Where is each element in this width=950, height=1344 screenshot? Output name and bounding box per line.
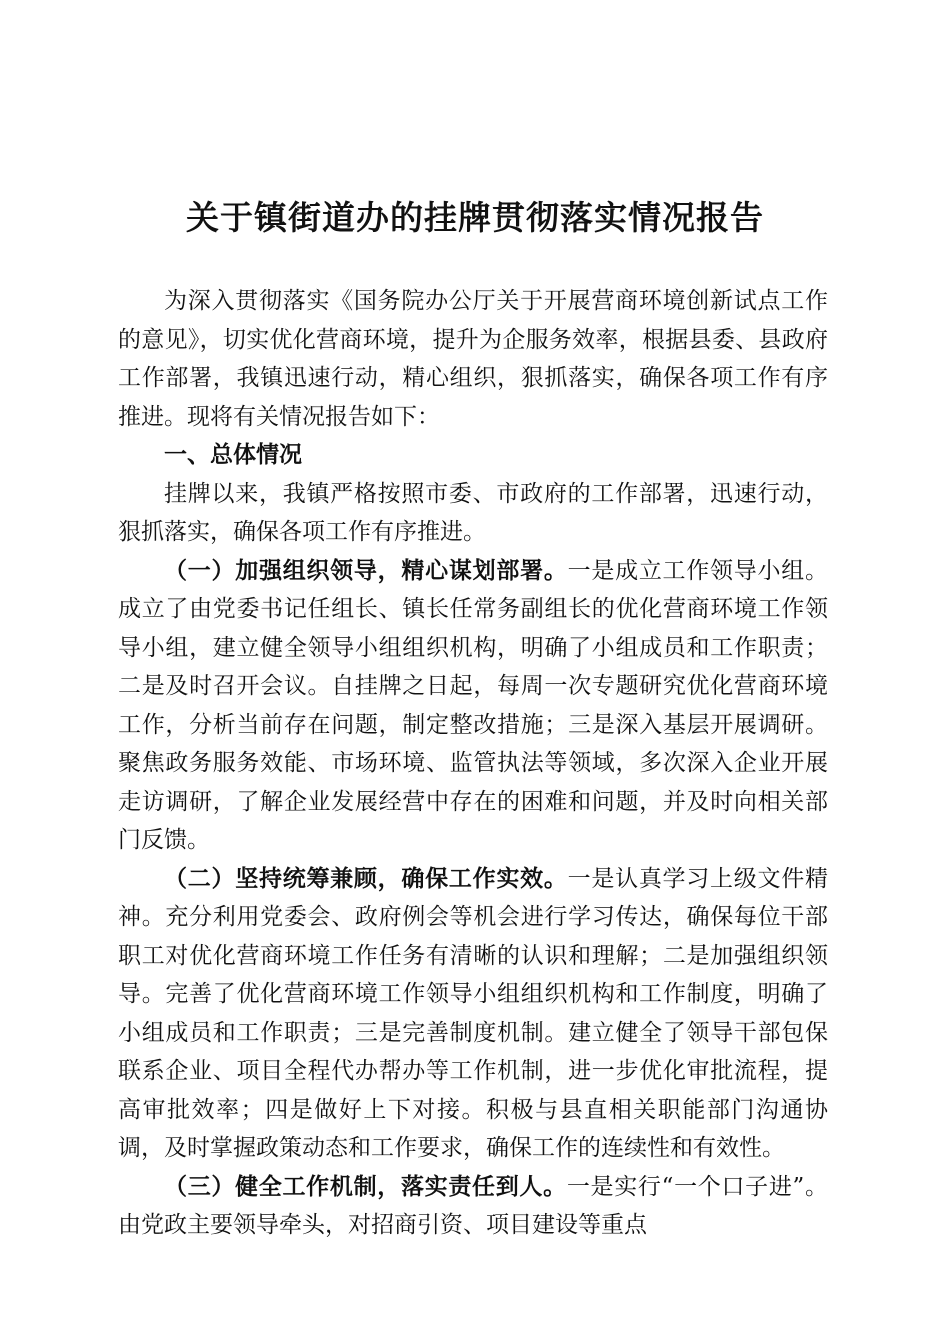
section-heading-overall: 一、总体情况 (164, 442, 302, 468)
section-overall-paragraph: 挂牌以来，我镇严格按照市委、市政府的工作部署，迅速行动，狠抓落实，确保各项工作有序推进。 (118, 480, 828, 545)
document-body (118, 282, 828, 1245)
subsection-3-paragraph (118, 1168, 828, 1245)
subsection-1-lead: （一）加强组织领导，精心谋划部署。 (164, 556, 568, 584)
subsection-2-lead: （二）坚持统筹兼顾，确保工作实效。 (164, 864, 568, 892)
subsection-2-text: 一是认真学习上级文件精神。充分利用党委会、政府例会等机会进行学习传达，确保每位干部职工对优化营商环境工作任务有清晰的认识和理解；二是加强组织领导。完善了优化营商环境工作领导小组组织机构和工作制度，明确了小组成员和工作职责；三是完善制度机制。建立健全了领导干部包保联系企业、项目全程代办帮办等工作机制，进一步优化审批流程，提高审批效率；四是做好上下对接。积极与县直相关职能部门沟通协调，及时掌握政策动态和工作要求，确保工作的连续性和有效性。 (118, 865, 829, 1161)
intro-paragraph: 为深入贯彻落实《国务院办公厅关于开展营商环境创新试点工作的意见》，切实优化营商环境，提升为企服务效率，根据县委、县政府工作部署，我镇迅速行动，精心组织，狠抓落实，确保各项工作有序推进。现将有关情况报告如下： (118, 288, 828, 430)
subsection-3-text: 一是实行“一个口子进”。由党政主要领导牵头，对招商引资、项目建设等重点 (118, 1173, 828, 1238)
subsection-1-text: 一是成立工作领导小组。成立了由党委书记任组长、镇长任常务副组长的优化营商环境工作领导小组，建立健全领导小组组织机构，明确了小组成员和工作职责；二是及时召开会议。自挂牌之日起，每周一次专题研究优化营商环境工作，分析当前存在问题，制定整改措施；三是深入基层开展调研。聚焦政务服务效能、市场环境、监管执法等领域，多次深入企业开展走访调研，了解企业发展经营中存在的困难和问题，并及时向相关部门反馈。 (118, 557, 829, 853)
subsection-2-paragraph (118, 860, 828, 1168)
subsection-1-paragraph (118, 552, 828, 860)
document-title: 关于镇街道办的挂牌贯彻落实情况报告 (186, 198, 764, 237)
subsection-3-lead: （三）健全工作机制，落实责任到人。 (164, 1172, 567, 1200)
